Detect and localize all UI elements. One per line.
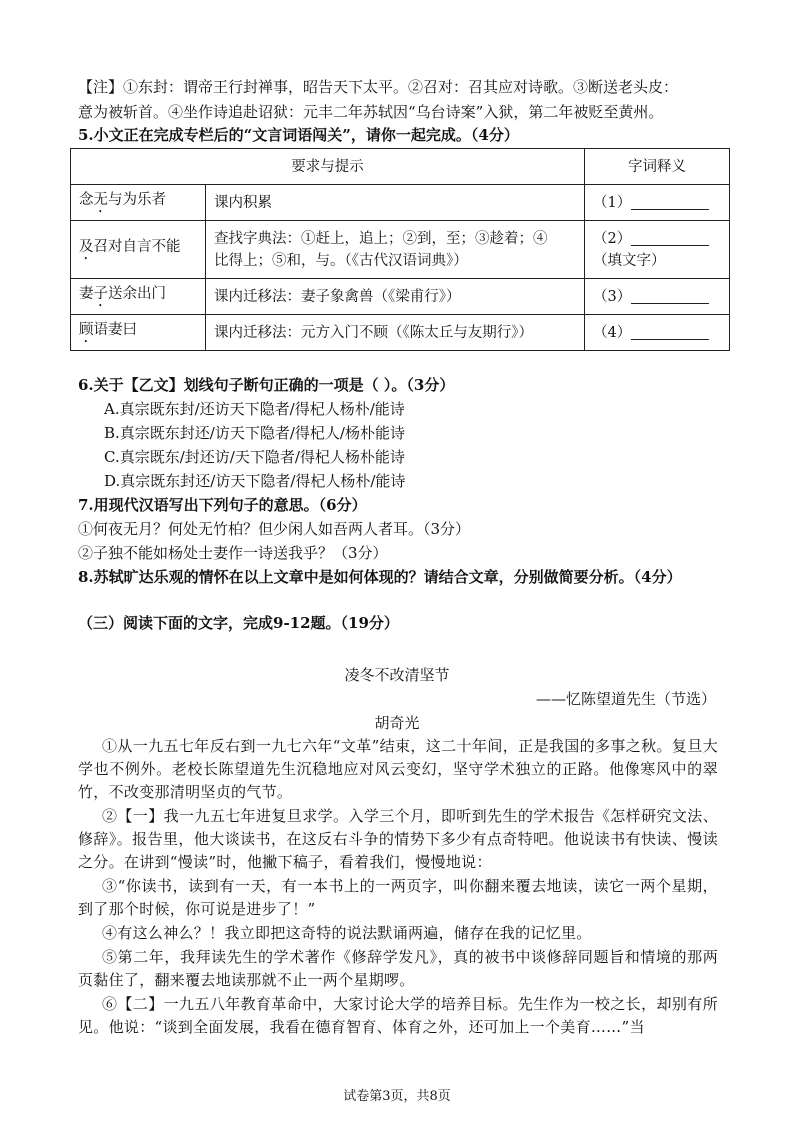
article-paragraph-2: ②【一】我一九五七年进复旦求学。入学三个月，即听到先生的学术报告《怎样研究文法、修辞》。报告里，他大谈读书，在这反右斗争的情势下多少有点奇特吧。他说读书有快读、慢读之分。在讲到“慢读”时，他撇下稿子，看着我们，慢慢地说： [78,807,718,872]
article-paragraph-4: ④有这么神么？！我立即把这奇特的说法默诵两遍，储存在我的记忆里。 [102,924,592,942]
q5-hint-2 [206,221,585,279]
q5-word-1: 念无与为乐者 [71,185,206,221]
article-paragraph-5: ⑤第二年，我拜读先生的学术著作《修辞学发凡》，真的被书中谈修辞同题旨和情境的那两页黏住了，翻来覆去地读那就不止一两个星期啰。 [78,948,718,990]
page-footer: 试卷第3页，共8页 [343,1089,451,1104]
note-line-2: 意为被斩首。④坐作诗追赴诏狱：元丰二年苏轼因“乌台诗案”入狱，第二年被贬至黄州。 [78,103,664,121]
q7-item-2: ②子独不能如杨处士妻作一诗送我乎？（3分） [78,544,388,562]
q7-title: 7.用现代汉语写出下列句子的意思。（6分） [78,496,367,514]
article-author: 胡奇光 [374,714,420,732]
article-title: 凌冬不改清坚节 [344,666,450,684]
q5-hint-3: 课内迁移法：妻子象禽兽（《梁甫行》） [206,279,585,315]
answer-blank[interactable] [631,231,709,246]
article-subtitle: ——忆陈望道先生（节选） [535,690,716,708]
answer-blank[interactable] [631,325,709,340]
article-paragraph-1: ①从一九五七年反右到一九七六年“文革”结束，这二十年间，正是我国的多事之秋。复旦大学也不例外。老校长陈望道先生沉稳地应对风云变幻，坚守学术独立的正路。他像寒风中的翠竹，不改变那清明坚贞的气节。 [78,737,718,802]
q6-title: 6.关于【乙文】划线句子断句正确的一项是（ ）。（3分） [78,376,455,394]
q5-header-definition: 字词释义 [585,149,730,185]
q6-option-d[interactable]: D.真宗既东封还/访天下隐者/得杞人杨朴/能诗 [104,472,406,490]
q5-hint-2-line-2: 比得上；⑤和，与。（《古代汉语词典》） [214,252,468,269]
q5-header-requirements: 要求与提示 [71,149,585,185]
q5-answer-number: （2） [593,230,632,247]
q5-answer-3[interactable] [585,279,730,315]
q5-title: 5.小文正在完成专栏后的“文言词语闯关”，请你一起完成。（4分） [78,126,519,144]
q6-option-a[interactable]: A.真宗既东封/还访天下隐者/得杞人杨朴/能诗 [104,400,405,418]
q8-title: 8.苏轼旷达乐观的情怀在以上文章中是如何体现的？请结合文章，分别做简要分析。（4分） [78,568,682,586]
q5-answer-2[interactable] [585,221,730,279]
q5-answer-number: （4） [593,324,632,341]
answer-blank[interactable] [631,289,709,304]
q5-answer-4[interactable] [585,315,730,351]
q6-option-b[interactable]: B.真宗既东封还/访天下隐者/得杞人/杨朴能诗 [104,424,405,442]
note-line-1: 【注】①东封：谓帝王行封禅事，昭告天下太平。②召对：召其应对诗歌。③断送老头皮： [78,78,679,96]
q6-option-c[interactable]: C.真宗既东/封还访/天下隐者/得杞人杨朴能诗 [104,448,405,466]
article-paragraph-3: ③“你读书，读到有一天，有一本书上的一两页字，叫你翻来覆去地读，读它一两个星期，到了那个时候，你可说是进步了！” [78,877,718,919]
q5-hint-1: 课内积累 [206,185,585,221]
q5-word-3: 妻子送余出门 [71,279,206,315]
q5-hint-2-line-1: 查找字典法：①赶上，追上；②到，至；③趁着；④ [214,230,548,247]
q7-item-1: ①何夜无月？何处无竹柏？但少闲人如吾两人者耳。（3分） [78,520,471,538]
article-paragraph-6: ⑥【二】一九五八年教育革命中，大家讨论大学的培养目标。先生作为一校之长，却别有所见。他说：“谈到全面发展，我看在德育智育、体育之外，还可加上一个美育……”当 [78,995,718,1037]
answer-blank[interactable] [631,195,709,210]
q5-word-4: 顾语妻曰 [71,315,206,351]
q5-answer-number: （3） [593,288,632,305]
q5-table [70,148,730,351]
q5-answer-number: （1） [593,194,632,211]
q5-hint-4: 课内迁移法：元方入门不顾（《陈太丘与友期行》） [206,315,585,351]
q5-word-2: 及召对自言不能 [71,221,206,279]
q5-answer-1[interactable] [585,185,730,221]
q5-answer-2-note: （填文字） [593,252,666,269]
section-3-heading: （三）阅读下面的文字，完成9-12题。（19分） [78,614,399,632]
